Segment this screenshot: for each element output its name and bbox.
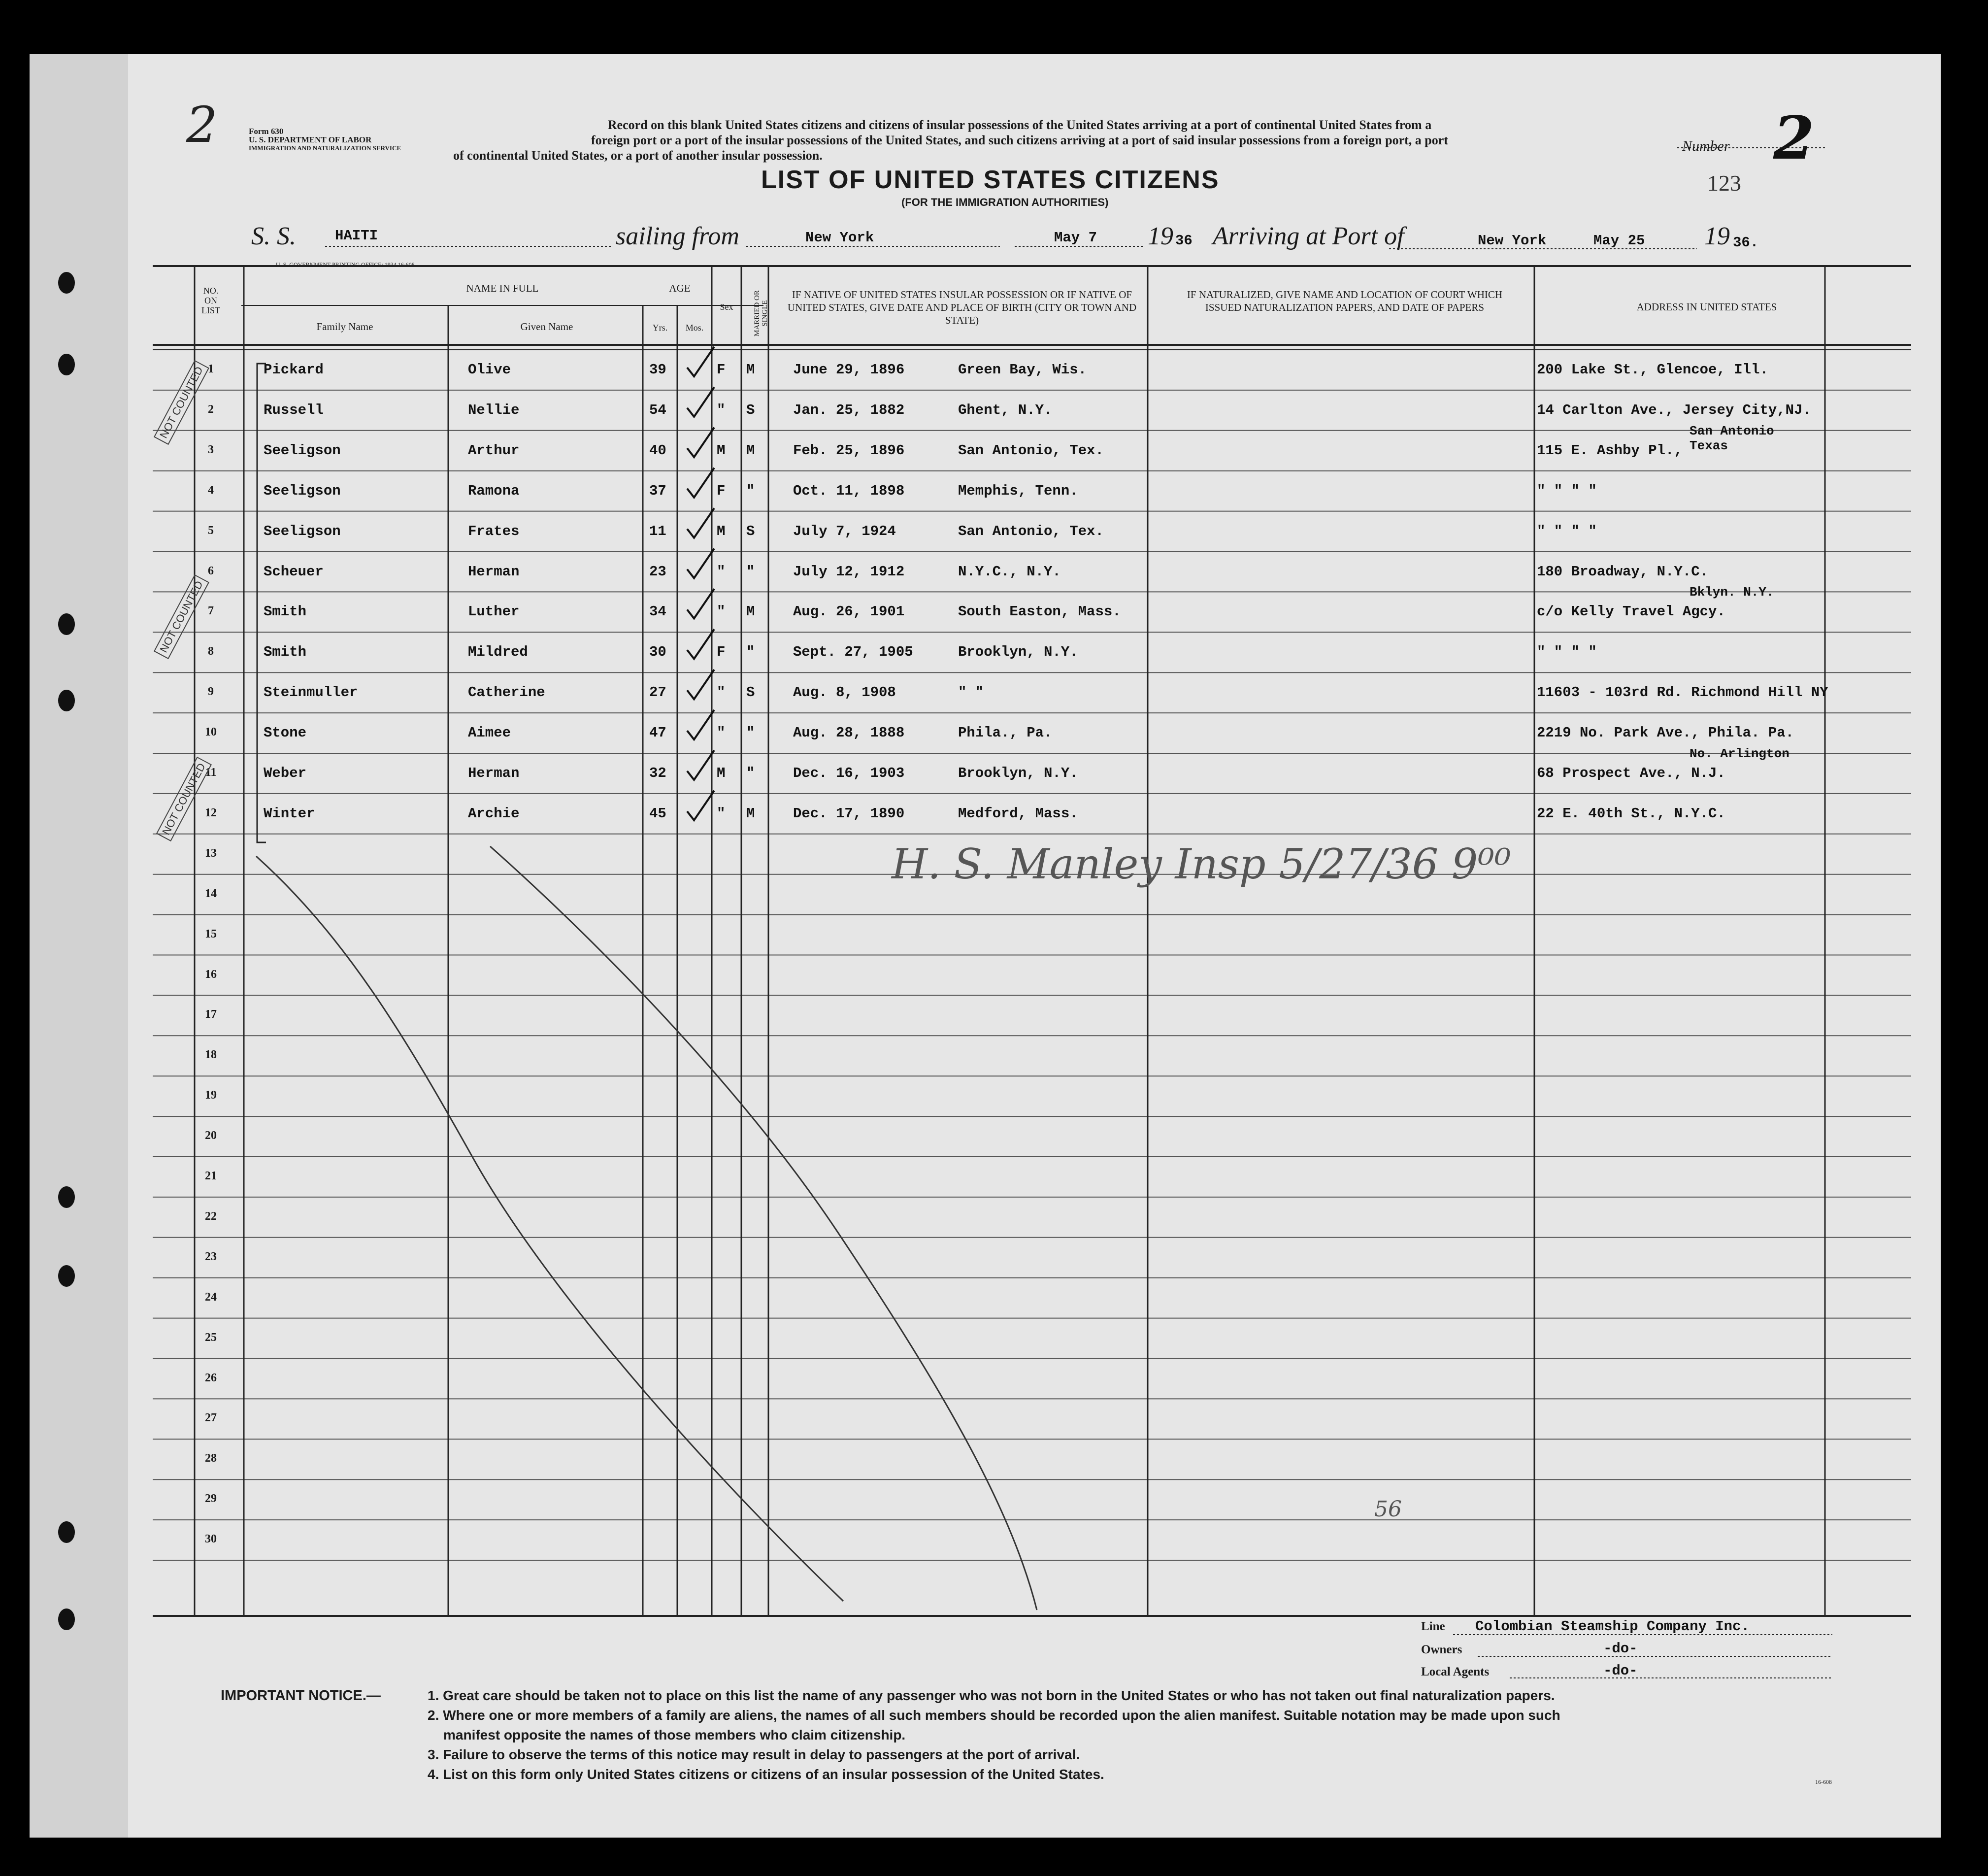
row-number: 3	[208, 443, 214, 456]
sex: "	[717, 805, 726, 822]
row-number: 21	[205, 1170, 217, 1182]
department-name: U. S. DEPARTMENT OF LABOR	[249, 135, 372, 144]
family-name: Seeligson	[264, 442, 341, 459]
birth-place: South Easton, Mass.	[958, 603, 1121, 620]
sex: "	[717, 402, 726, 418]
family-name: Weber	[264, 765, 307, 781]
birth-date: Aug. 26, 1901	[793, 603, 905, 620]
marital-status: "	[746, 482, 755, 499]
row-number: 14	[205, 887, 217, 900]
check-mark	[687, 508, 714, 538]
from-port: New York	[805, 230, 874, 246]
given-name: Herman	[468, 765, 520, 781]
birth-date: Jan. 25, 1882	[793, 402, 905, 418]
number-value: 2	[1773, 103, 1815, 173]
age-years: 11	[649, 523, 666, 539]
birth-date: July 7, 1924	[793, 523, 896, 539]
owners-value: -do-	[1603, 1641, 1638, 1657]
family-name: Smith	[264, 603, 307, 620]
row-number: 19	[205, 1089, 217, 1102]
age-years: 45	[649, 805, 666, 822]
birth-place: San Antonio, Tex.	[958, 442, 1104, 459]
family-name: Pickard	[264, 362, 324, 378]
address: 115 E. Ashby Pl.,	[1537, 442, 1683, 459]
row-number: 28	[205, 1452, 217, 1465]
row-number: 29	[205, 1492, 217, 1506]
row-number: 25	[205, 1331, 217, 1344]
family-name: Seeligson	[264, 523, 341, 539]
notice-line: 2. Where one or more members of a family are aliens, the names of all such members should be recorded upon the alien manifest. Suitable notation may be made upon such	[428, 1708, 1560, 1723]
row-number: 10	[205, 726, 217, 739]
notice-line: 4. List on this form only United States citizens or citizens of an insular possession of the United States.	[428, 1767, 1104, 1782]
birth-place: Ghent, N.Y.	[958, 402, 1053, 418]
age-years: 40	[649, 442, 666, 459]
birth-place: Green Bay, Wis.	[958, 362, 1087, 378]
instructions-line: Record on this blank United States citizens and citizens of insular possessions of the United States arriving at a port of continental United States from a	[607, 118, 1432, 132]
birth-place: Medford, Mass.	[958, 805, 1078, 822]
family-name: Winter	[264, 805, 315, 822]
given-name: Nellie	[468, 402, 520, 418]
number-label: Number	[1682, 138, 1730, 154]
notice-line: 1. Great care should be taken not to place on this list the name of any passenger who was not born in the United States or who has not taken out final naturalization papers.	[428, 1688, 1555, 1703]
arriving-label: Arriving at Port of	[1213, 222, 1404, 250]
arrival-year-prefix: 19	[1704, 222, 1730, 250]
instructions-line: of continental United States, or a port of another insular possession.	[453, 148, 823, 163]
row-number: 23	[205, 1250, 217, 1263]
family-name: Stone	[264, 725, 307, 741]
birth-date: June 29, 1896	[793, 362, 905, 378]
not-counted-stamp: NOT COUNTED	[154, 360, 209, 445]
birth-place: Brooklyn, N.Y.	[958, 765, 1078, 781]
ss-label: S. S.	[251, 222, 296, 250]
row-number: 18	[205, 1048, 217, 1062]
col-given-name: Given Name	[520, 321, 573, 333]
row-number: 7	[208, 604, 214, 618]
page-count: 56	[1374, 1497, 1402, 1522]
given-name: Archie	[468, 805, 520, 822]
birth-place: Phila., Pa.	[958, 725, 1053, 741]
row-number: 4	[208, 483, 214, 497]
address: 11603 - 103rd Rd. Richmond Hill NY	[1537, 684, 1828, 701]
birth-date: July 12, 1912	[793, 563, 905, 580]
sex: M	[717, 765, 726, 781]
row-number: 9	[208, 685, 214, 699]
col-name-in-full: NAME IN FULL	[466, 282, 539, 294]
family-name: Steinmuller	[264, 684, 358, 701]
col-address: ADDRESS IN UNITED STATES	[1636, 301, 1777, 313]
page-subtitle: (FOR THE IMMIGRATION AUTHORITIES)	[901, 196, 1109, 208]
marital-status: "	[746, 765, 755, 781]
row-number: 12	[205, 806, 217, 819]
given-name: Ramona	[468, 482, 520, 499]
row-number: 17	[205, 1008, 217, 1021]
birth-date: Aug. 28, 1888	[793, 725, 905, 741]
col-naturalized: IF NATURALIZED, GIVE NAME AND LOCATION OF COURT WHICH ISSUED NATURALIZATION PAPERS, AND DATE OF PAPERS	[1187, 289, 1503, 313]
marital-status: "	[746, 725, 755, 741]
row-number: 1	[208, 363, 214, 375]
page-title: LIST OF UNITED STATES CITIZENS	[761, 166, 1220, 194]
marital-status: M	[746, 442, 755, 459]
birth-date: Aug. 8, 1908	[793, 684, 896, 701]
check-mark	[687, 629, 714, 659]
given-name: Herman	[468, 563, 520, 580]
sex: M	[717, 442, 726, 459]
address-continuation: Bklyn. N.Y.	[1690, 585, 1774, 600]
marital-status: S	[746, 684, 755, 701]
row-number: 30	[205, 1533, 217, 1546]
sex: "	[717, 725, 726, 741]
marital-status: S	[746, 402, 755, 418]
family-name: Russell	[264, 402, 324, 418]
birth-date: Dec. 16, 1903	[793, 765, 905, 781]
sailing-label: sailing from	[616, 222, 739, 250]
service-name: IMMIGRATION AND NATURALIZATION SERVICE	[249, 144, 401, 152]
col-age: AGE	[669, 282, 691, 294]
sex: F	[717, 482, 726, 499]
given-name: Luther	[468, 603, 520, 620]
birth-date: Dec. 17, 1890	[793, 805, 905, 822]
not-counted-stamp: NOT COUNTED	[154, 574, 209, 659]
sex: M	[717, 523, 726, 539]
row-number: 6	[208, 564, 214, 577]
check-mark	[687, 428, 714, 457]
sex: "	[717, 684, 726, 701]
col-married-single: MARRIED OR SINGLE	[753, 290, 769, 336]
address: 2219 No. Park Ave., Phila. Pa.	[1537, 725, 1794, 741]
col-mos: Mos.	[685, 323, 704, 333]
check-mark	[687, 387, 714, 417]
arrival-date: May 25	[1593, 233, 1645, 249]
check-mark	[687, 549, 714, 578]
agents-label: Local Agents	[1421, 1665, 1490, 1678]
given-name: Frates	[468, 523, 520, 539]
printing-office-line: U. S. GOVERNMENT PRINTING OFFICE: 1934 16-608	[276, 261, 415, 268]
address: 14 Carlton Ave., Jersey City,NJ.	[1537, 402, 1811, 418]
family-name: Smith	[264, 644, 307, 661]
address: 200 Lake St., Glencoe, Ill.	[1537, 362, 1768, 378]
col-family-name: Family Name	[316, 321, 373, 333]
check-mark	[687, 468, 714, 498]
family-name: Seeligson	[264, 482, 341, 499]
sex: F	[717, 362, 726, 378]
age-years: 32	[649, 765, 666, 781]
row-number: 15	[205, 927, 217, 940]
marital-status: M	[746, 805, 755, 822]
col-sex: Sex	[720, 302, 733, 312]
birth-date: Feb. 25, 1896	[793, 442, 905, 459]
marital-status: "	[746, 563, 755, 580]
address: 22 E. 40th St., N.Y.C.	[1537, 805, 1725, 822]
form-number: Form 630	[249, 127, 284, 136]
sail-year: 36	[1175, 233, 1193, 249]
row-number: 24	[205, 1290, 217, 1304]
inspector-signature: H. S. Manley Insp 5/27/36 9⁰⁰	[892, 840, 1511, 888]
row-number: 26	[205, 1371, 217, 1384]
line-label: Line	[1421, 1620, 1445, 1633]
row-number: 16	[205, 968, 217, 981]
row-number: 5	[208, 524, 214, 537]
given-name: Olive	[468, 362, 511, 378]
address-continuation: No. Arlington	[1690, 746, 1789, 761]
birth-place: Brooklyn, N.Y.	[958, 644, 1078, 661]
page-number: 123	[1707, 170, 1741, 196]
birth-place: Memphis, Tenn.	[958, 482, 1078, 499]
age-years: 27	[649, 684, 666, 701]
sail-year-prefix: 19	[1148, 222, 1173, 250]
check-mark	[687, 750, 714, 780]
agents-value: -do-	[1603, 1663, 1638, 1679]
owners-label: Owners	[1421, 1643, 1462, 1656]
birth-place: San Antonio, Tex.	[958, 523, 1104, 539]
age-years: 47	[649, 725, 666, 741]
marital-status: S	[746, 523, 755, 539]
check-mark	[687, 589, 714, 618]
col-birth: IF NATIVE OF UNITED STATES INSULAR POSSESSION OR IF NATIVE OF UNITED STATES, GIVE DATE AND PLACE OF BIRTH (CITY OR TOWN AND STATE)	[787, 289, 1137, 326]
row-number: 2	[208, 402, 214, 416]
corner-mark: 2	[186, 96, 218, 154]
form-code: 16-608	[1815, 1778, 1832, 1785]
check-mark	[687, 347, 714, 376]
birth-place: " "	[958, 684, 984, 701]
arrival-port: New York	[1478, 233, 1547, 249]
notice-line: manifest opposite the names of those members who claim citizenship.	[443, 1727, 906, 1742]
address: 68 Prospect Ave., N.J.	[1537, 765, 1725, 781]
given-name: Arthur	[468, 442, 520, 459]
sex: "	[717, 563, 726, 580]
col-no-on-list: NO. ON LIST	[201, 286, 220, 315]
check-mark	[687, 710, 714, 739]
family-name: Scheuer	[264, 563, 324, 580]
address: " " " "	[1537, 523, 1597, 539]
row-number: 27	[205, 1411, 217, 1425]
row-number: 22	[205, 1209, 217, 1223]
age-years: 39	[649, 362, 666, 378]
notice-line: 3. Failure to observe the terms of this notice may result in delay to passengers at the port of arrival.	[428, 1747, 1080, 1762]
birth-date: Oct. 11, 1898	[793, 482, 905, 499]
line-value: Colombian Steamship Company Inc.	[1475, 1618, 1750, 1635]
address: " " " "	[1537, 482, 1597, 499]
birth-date: Sept. 27, 1905	[793, 644, 913, 661]
notice-heading: IMPORTANT NOTICE.—	[221, 1688, 381, 1704]
age-years: 37	[649, 482, 666, 499]
age-years: 23	[649, 563, 666, 580]
row-number: 8	[208, 645, 214, 658]
sex: F	[717, 644, 726, 661]
address: " " " "	[1537, 644, 1597, 661]
age-years: 34	[649, 603, 666, 620]
important-notice	[221, 1686, 1895, 1784]
col-yrs: Yrs.	[652, 323, 668, 333]
check-mark	[687, 670, 714, 699]
ship-name: HAITI	[335, 228, 378, 244]
address: c/o Kelly Travel Agcy.	[1537, 603, 1725, 620]
birth-place: N.Y.C., N.Y.	[958, 563, 1061, 580]
sex: "	[717, 603, 726, 620]
marital-status: "	[746, 644, 755, 661]
given-name: Catherine	[468, 684, 545, 701]
instructions-line: foreign port or a port of the insular possessions of the United States, and such citizens arriving at a port of said insular possessions from a foreign port, a port	[591, 133, 1448, 147]
sail-date: May 7	[1054, 230, 1097, 246]
address: 180 Broadway, N.Y.C.	[1537, 563, 1709, 580]
arrival-year: 36.	[1733, 234, 1759, 251]
marital-status: M	[746, 362, 755, 378]
check-mark	[687, 791, 714, 820]
given-name: Aimee	[468, 725, 511, 741]
age-years: 54	[649, 402, 666, 418]
marital-status: M	[746, 603, 755, 620]
row-number: 11	[205, 766, 217, 779]
row-number: 13	[205, 846, 217, 860]
age-years: 30	[649, 644, 666, 661]
address-continuation: San Antonio Texas	[1690, 423, 1774, 453]
given-name: Mildred	[468, 644, 528, 661]
row-number: 20	[205, 1129, 217, 1142]
not-counted-stamp: NOT COUNTED	[156, 757, 212, 841]
